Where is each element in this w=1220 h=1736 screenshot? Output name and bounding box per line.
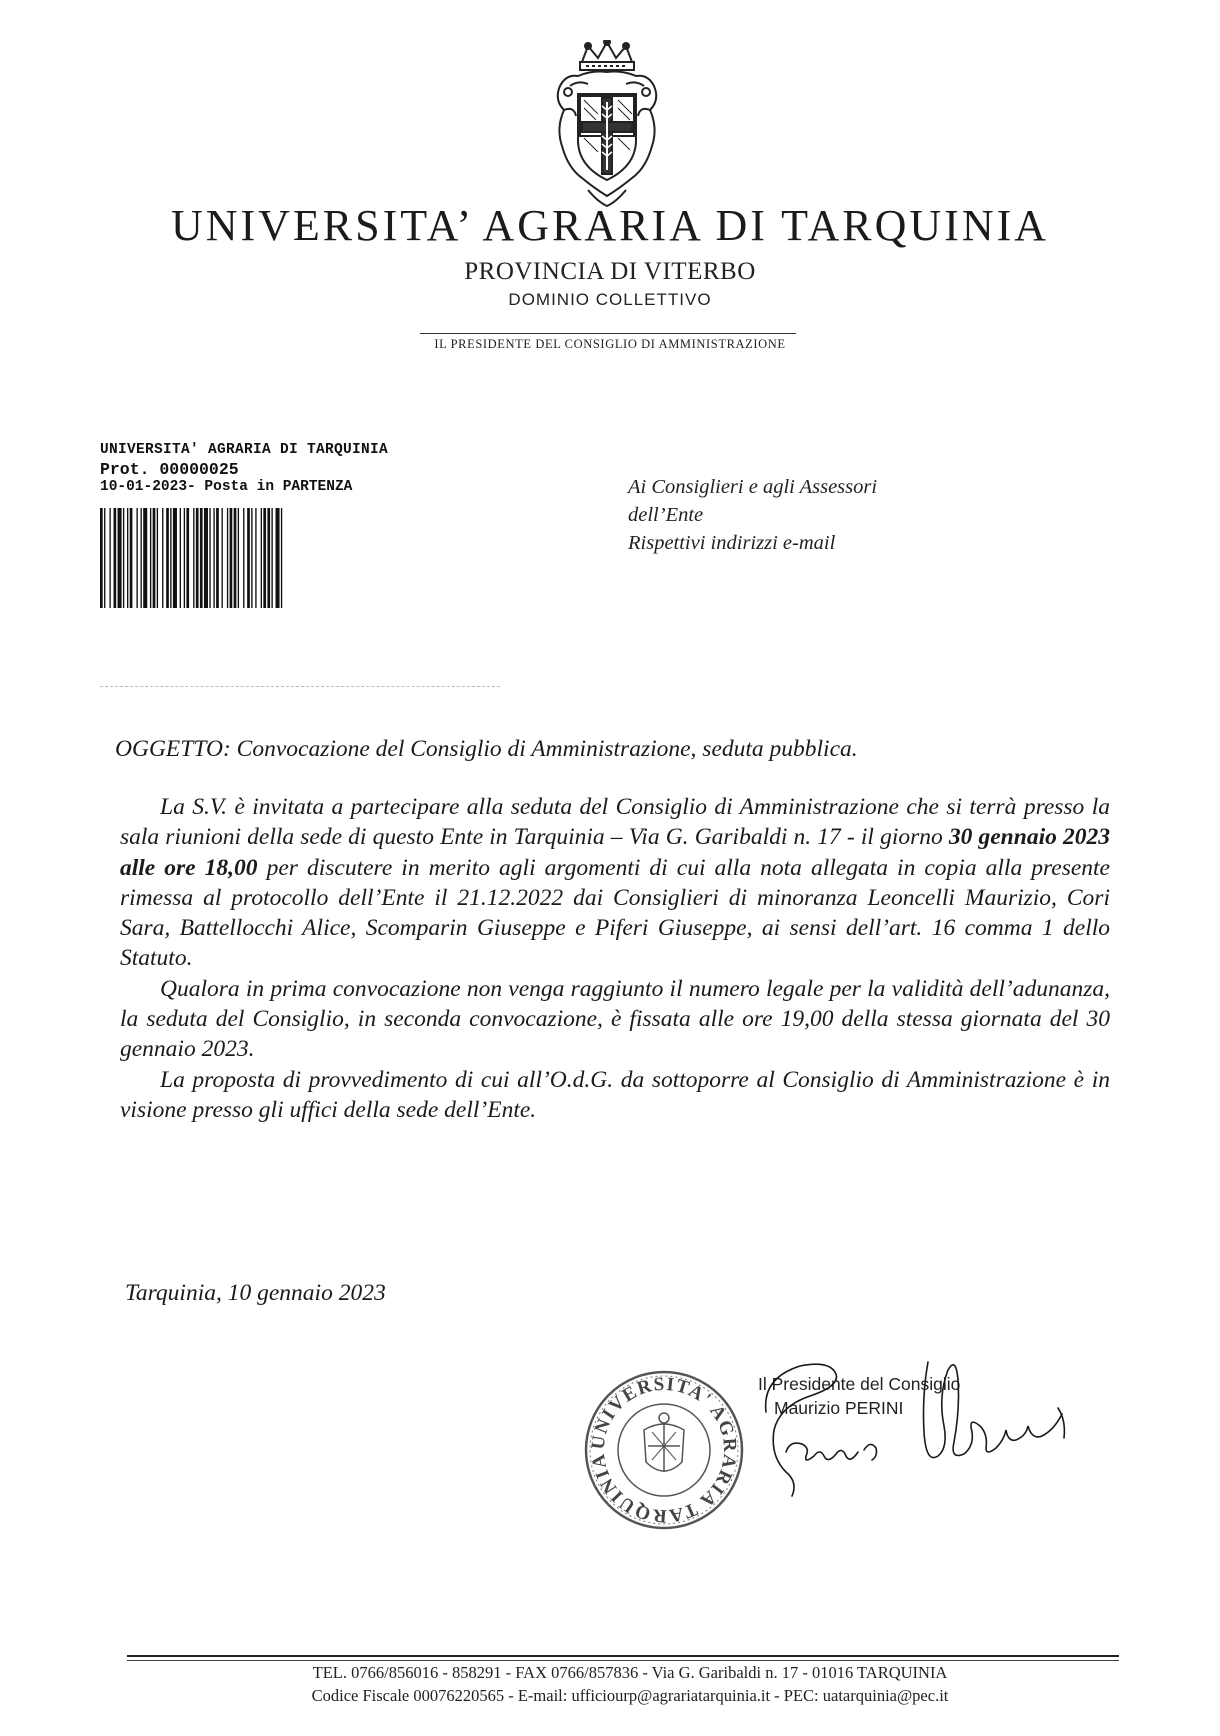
barcode-bar <box>243 508 244 608</box>
barcode-bar <box>130 508 133 608</box>
barcode-bar <box>276 508 280 608</box>
barcode-bar <box>234 508 237 608</box>
place-date: Tarquinia, 10 gennaio 2023 <box>125 1280 386 1306</box>
barcode-bar <box>104 508 105 608</box>
body-paragraph: La proposta di provvedimento di cui all’O.d.G. da sottoporre al Consiglio di Amministrazione è in visione presso gli uffici della sede dell’Ente. <box>120 1066 1110 1123</box>
barcode-bar <box>209 508 210 608</box>
barcode-bar <box>109 508 110 608</box>
seal-icon <box>582 1368 746 1532</box>
dominio-subtitle: DOMINIO COLLETTIVO <box>508 290 712 309</box>
barcode-bar <box>255 508 256 608</box>
body-paragraph: La S.V. è invitata a partecipare alla seduta del Consiglio di Amministrazione che si terrà presso la sala riunioni della sede di questo Ente in Tarquinia – Via G. Garibaldi n. 17 - il giorno 30 gennaio 2023 alle ore 18,00 per discutere in merito agli argomenti di cui alla nota allegata in copia alla presente rimessa al protocollo dell’Ente il 21.12.2022 dai Consiglieri di minoranza Leoncelli Maurizio, Cori Sara, Battellocchi Alice, Scomparin Giuseppe e Piferi Giuseppe, ai sensi dell’art. 16 comma 1 dello Statuto. <box>120 794 1110 972</box>
barcode-bar <box>166 508 169 608</box>
barcode-bar <box>173 508 177 608</box>
signature-icon <box>760 1356 1080 1506</box>
footer-contacts: TEL. 0766/856016 - 858291 - FAX 0766/857836 - Via G. Garibaldi n. 17 - 01016 TARQUINIA <box>312 1663 948 1682</box>
barcode-bar <box>263 508 266 608</box>
signature-name: Maurizio PERINI <box>774 1398 904 1418</box>
barcode-bar <box>123 508 124 608</box>
signature-role: Il Presidente del Consiglio <box>758 1374 961 1394</box>
barcode-bar <box>230 508 233 608</box>
barcode-bar <box>127 508 128 608</box>
recipient-line: Rispettivi indirizzi e-mail <box>628 532 836 554</box>
barcode-bar <box>157 508 158 608</box>
barcode-bar <box>153 508 156 608</box>
stamp-divider <box>100 686 500 687</box>
recipient-line: Ai Consiglieri e agli Assessori <box>628 476 878 498</box>
recipient-line: dell’Ente <box>628 504 704 526</box>
barcode-bar <box>247 508 250 608</box>
presidente-divider <box>420 333 796 334</box>
letter-body <box>120 792 1110 1125</box>
body-paragraph: Qualora in prima convocazione non venga raggiunto il numero legale per la validità dell’adunanza, la seduta del Consiglio, in seconda convocazione, è fissata alle ore 19,00 della stessa giornata del 30 gennaio 2023. <box>120 975 1110 1063</box>
footer-divider <box>127 1655 1119 1657</box>
barcode-bar <box>222 508 223 608</box>
crest-icon <box>548 40 666 210</box>
presidente-heading: IL PRESIDENTE DEL CONSIGLIO DI AMMINISTRAZIONE <box>434 337 786 351</box>
barcode-icon <box>100 508 388 608</box>
barcode-bar <box>227 508 228 608</box>
barcode-bar <box>267 508 270 608</box>
barcode-bar <box>100 508 103 608</box>
barcode-bar <box>271 508 272 608</box>
barcode-bar <box>213 508 214 608</box>
footer-divider <box>127 1660 1119 1661</box>
barcode-bar <box>180 508 181 608</box>
barcode-bar <box>162 508 163 608</box>
barcode-bar <box>204 508 208 608</box>
barcode-bar <box>141 508 142 608</box>
protocol-date: 10-01-2023- Posta in PARTENZA <box>100 479 353 495</box>
footer-fiscal: Codice Fiscale 00076220565 - E-mail: ufficiourp@agrariatarquinia.it - PEC: uatarquinia@pec.it <box>311 1686 949 1705</box>
meeting-date: 30 gennaio 2023 alle ore 18,00 <box>120 824 1110 881</box>
barcode-bar <box>136 508 137 608</box>
barcode-bar <box>118 508 122 608</box>
barcode-bar <box>200 508 203 608</box>
barcode-bar <box>114 508 117 608</box>
barcode-bar <box>143 508 147 608</box>
barcode-bar <box>281 508 282 608</box>
protocol-number: Prot. 00000025 <box>100 460 239 479</box>
protocol-ente: UNIVERSITA' AGRARIA DI TARQUINIA <box>100 442 389 458</box>
protocol-stamp <box>100 442 460 495</box>
barcode-bar <box>251 508 252 608</box>
barcode-bar <box>186 508 189 608</box>
ente-title: UNIVERSITA’ AGRARIA DI TARQUINIA <box>170 201 1050 250</box>
barcode-bar <box>261 508 262 608</box>
barcode-bar <box>193 508 194 608</box>
svg-text:UNIVERSITA' AGRARIA TARQUINIA: UNIVERSITA' AGRARIA TARQUINIA <box>587 1373 741 1527</box>
barcode-bar <box>238 508 239 608</box>
subject-line: OGGETTO: Convocazione del Consiglio di Amministrazione, seduta pubblica. <box>115 736 858 762</box>
recipients-block <box>628 473 1028 557</box>
barcode-bar <box>170 508 171 608</box>
barcode-bar <box>196 508 199 608</box>
barcode-bar <box>184 508 185 608</box>
provincia-subtitle: PROVINCIA DI VITERBO <box>464 258 756 285</box>
barcode-bar <box>150 508 151 608</box>
barcode-bar <box>216 508 219 608</box>
